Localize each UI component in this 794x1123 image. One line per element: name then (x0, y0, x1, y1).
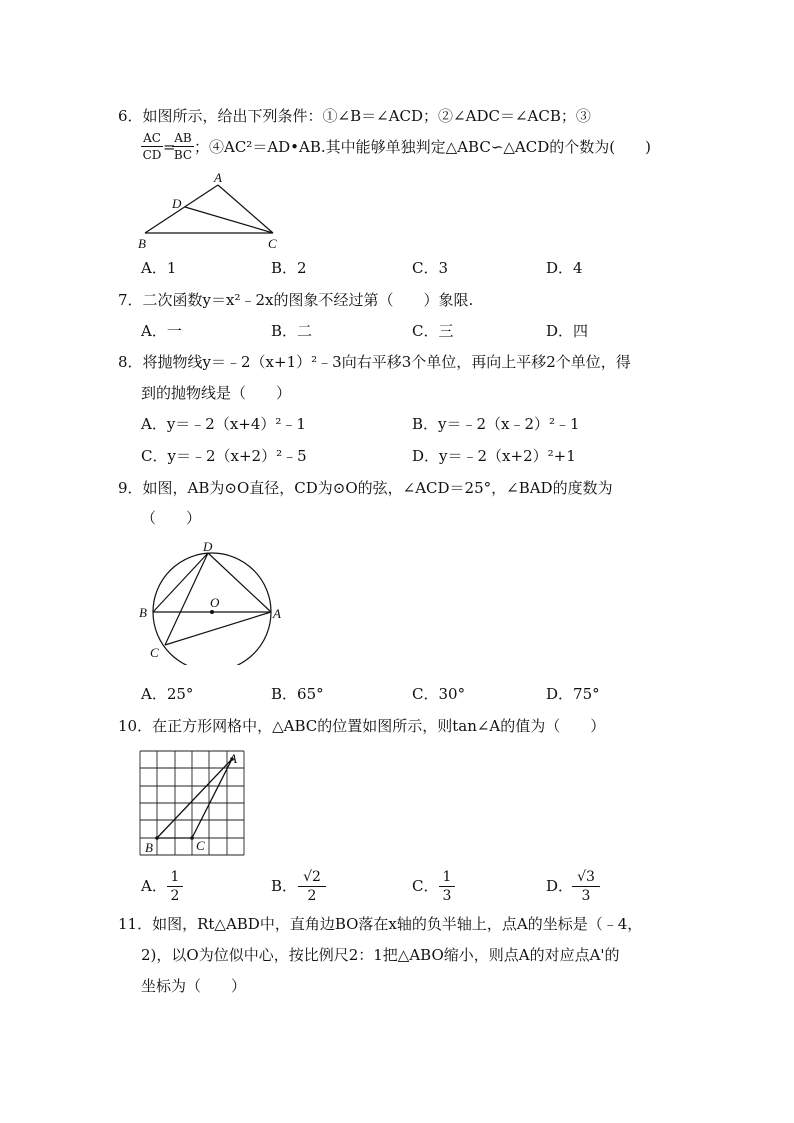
fraction-bar (298, 886, 326, 887)
fraction-numerator: AB (174, 131, 192, 145)
q9-option-d[interactable]: D．75° (546, 685, 600, 703)
q11-line1: 11．如图，Rt△ABD中，直角边BO落在x轴的负半轴上，点A的坐标是（﹣4， (118, 915, 643, 933)
option-letter: B． (271, 877, 298, 895)
fraction-denominator: CD (142, 148, 162, 162)
label-b: B (145, 840, 153, 855)
option-letter: A． (141, 877, 167, 895)
q7-option-c[interactable]: C．三 (412, 322, 454, 340)
q8-option-b[interactable]: B．y＝﹣2（x﹣2）²﹣1 (412, 415, 580, 433)
q6-triangle-figure (130, 168, 290, 252)
label-d: D (203, 539, 213, 554)
q6-option-a[interactable]: A．1 (141, 259, 177, 277)
q6-option-b[interactable]: B．2 (271, 259, 307, 277)
label-b: B (138, 236, 146, 251)
label-a: A (229, 751, 237, 766)
equals-sign: = (163, 138, 176, 156)
fraction-denominator: 2 (307, 888, 317, 904)
q6-fraction-ac-cd (141, 131, 163, 162)
fraction-bar (572, 886, 600, 887)
q10-text: 10．在正方形网格中，△ABC的位置如图所示，则tan∠A的值为（ ） (118, 717, 606, 735)
fraction-bar (172, 146, 194, 147)
fraction-denominator: BC (173, 148, 193, 162)
fraction-bar (439, 886, 455, 887)
q9-option-b[interactable]: B．65° (271, 685, 324, 703)
option-letter: C． (412, 877, 439, 895)
option-letter: D． (546, 877, 574, 895)
q11-line2: 2)，以O为位似中心，按比例尺2：1把△ABO缩小，则点A的对应点A'的 (141, 946, 620, 964)
label-c: C (268, 236, 277, 251)
fraction-bar (141, 146, 163, 147)
fraction-denominator: 3 (442, 888, 452, 904)
label-c: C (150, 645, 159, 660)
label-c: C (196, 838, 205, 853)
q9-option-c[interactable]: C．30° (412, 685, 466, 703)
label-a: A (273, 606, 281, 621)
q7-option-a[interactable]: A．一 (141, 322, 182, 340)
q6-fraction-ab-bc (172, 131, 194, 162)
q11-line3: 坐标为（ ） (141, 977, 247, 995)
fraction-denominator: 2 (170, 888, 180, 904)
q9-line1: 9．如图，AB为⊙O直径，CD为⊙O的弦，∠ACD＝25°，∠BAD的度数为 (118, 479, 613, 497)
fraction-denominator: 3 (581, 888, 591, 904)
fraction-numerator: √3 (577, 869, 595, 885)
q6-line2: ；④AC²＝AD•AB.其中能够单独判定△ABC∽△ACD的个数为( ) (194, 138, 651, 156)
q10-fraction-a (167, 869, 183, 904)
q8-line1: 8．将抛物线y＝﹣2（x+1）²﹣3向右平移3个单位，再向上平移2个单位，得 (118, 353, 631, 371)
q8-option-d[interactable]: D．y＝﹣2（x+2）²+1 (412, 447, 576, 465)
q6-line1: 6．如图所示，给出下列条件：①∠B＝∠ACD；②∠ADC＝∠ACB；③ (118, 107, 591, 125)
q8-option-c[interactable]: C．y＝﹣2（x+2）²﹣5 (141, 447, 307, 465)
q7-option-b[interactable]: B．二 (271, 322, 313, 340)
fraction-bar (167, 886, 183, 887)
q9-option-a[interactable]: A．25° (141, 685, 194, 703)
q6-option-d[interactable]: D．4 (546, 259, 583, 277)
q6-option-c[interactable]: C．3 (412, 259, 449, 277)
label-o: O (210, 595, 220, 610)
fraction-numerator: 1 (442, 869, 452, 885)
q9-circle-figure (132, 535, 292, 665)
q10-fraction-b (298, 869, 326, 904)
q10-fraction-c (439, 869, 455, 904)
fraction-numerator: √2 (303, 869, 321, 885)
q10-fraction-d (572, 869, 600, 904)
label-d: D (172, 196, 182, 211)
q8-option-a[interactable]: A．y＝﹣2（x+4）²﹣1 (141, 415, 306, 433)
q10-option-b[interactable] (271, 876, 297, 896)
label-a: A (214, 170, 222, 185)
q9-line2: （ ） (141, 509, 202, 527)
q10-option-c[interactable] (412, 876, 438, 896)
q8-line2: 到的抛物线是（ ） (141, 384, 292, 402)
q7-option-d[interactable]: D．四 (546, 322, 589, 340)
fraction-numerator: AC (143, 131, 161, 145)
q10-option-d[interactable] (546, 876, 573, 896)
q10-grid-figure (134, 746, 254, 858)
q7-text: 7．二次函数y＝x²﹣2x的图象不经过第（ ）象限. (118, 291, 474, 309)
label-b: B (139, 605, 147, 620)
q10-option-a[interactable] (141, 876, 167, 896)
fraction-numerator: 1 (170, 869, 180, 885)
